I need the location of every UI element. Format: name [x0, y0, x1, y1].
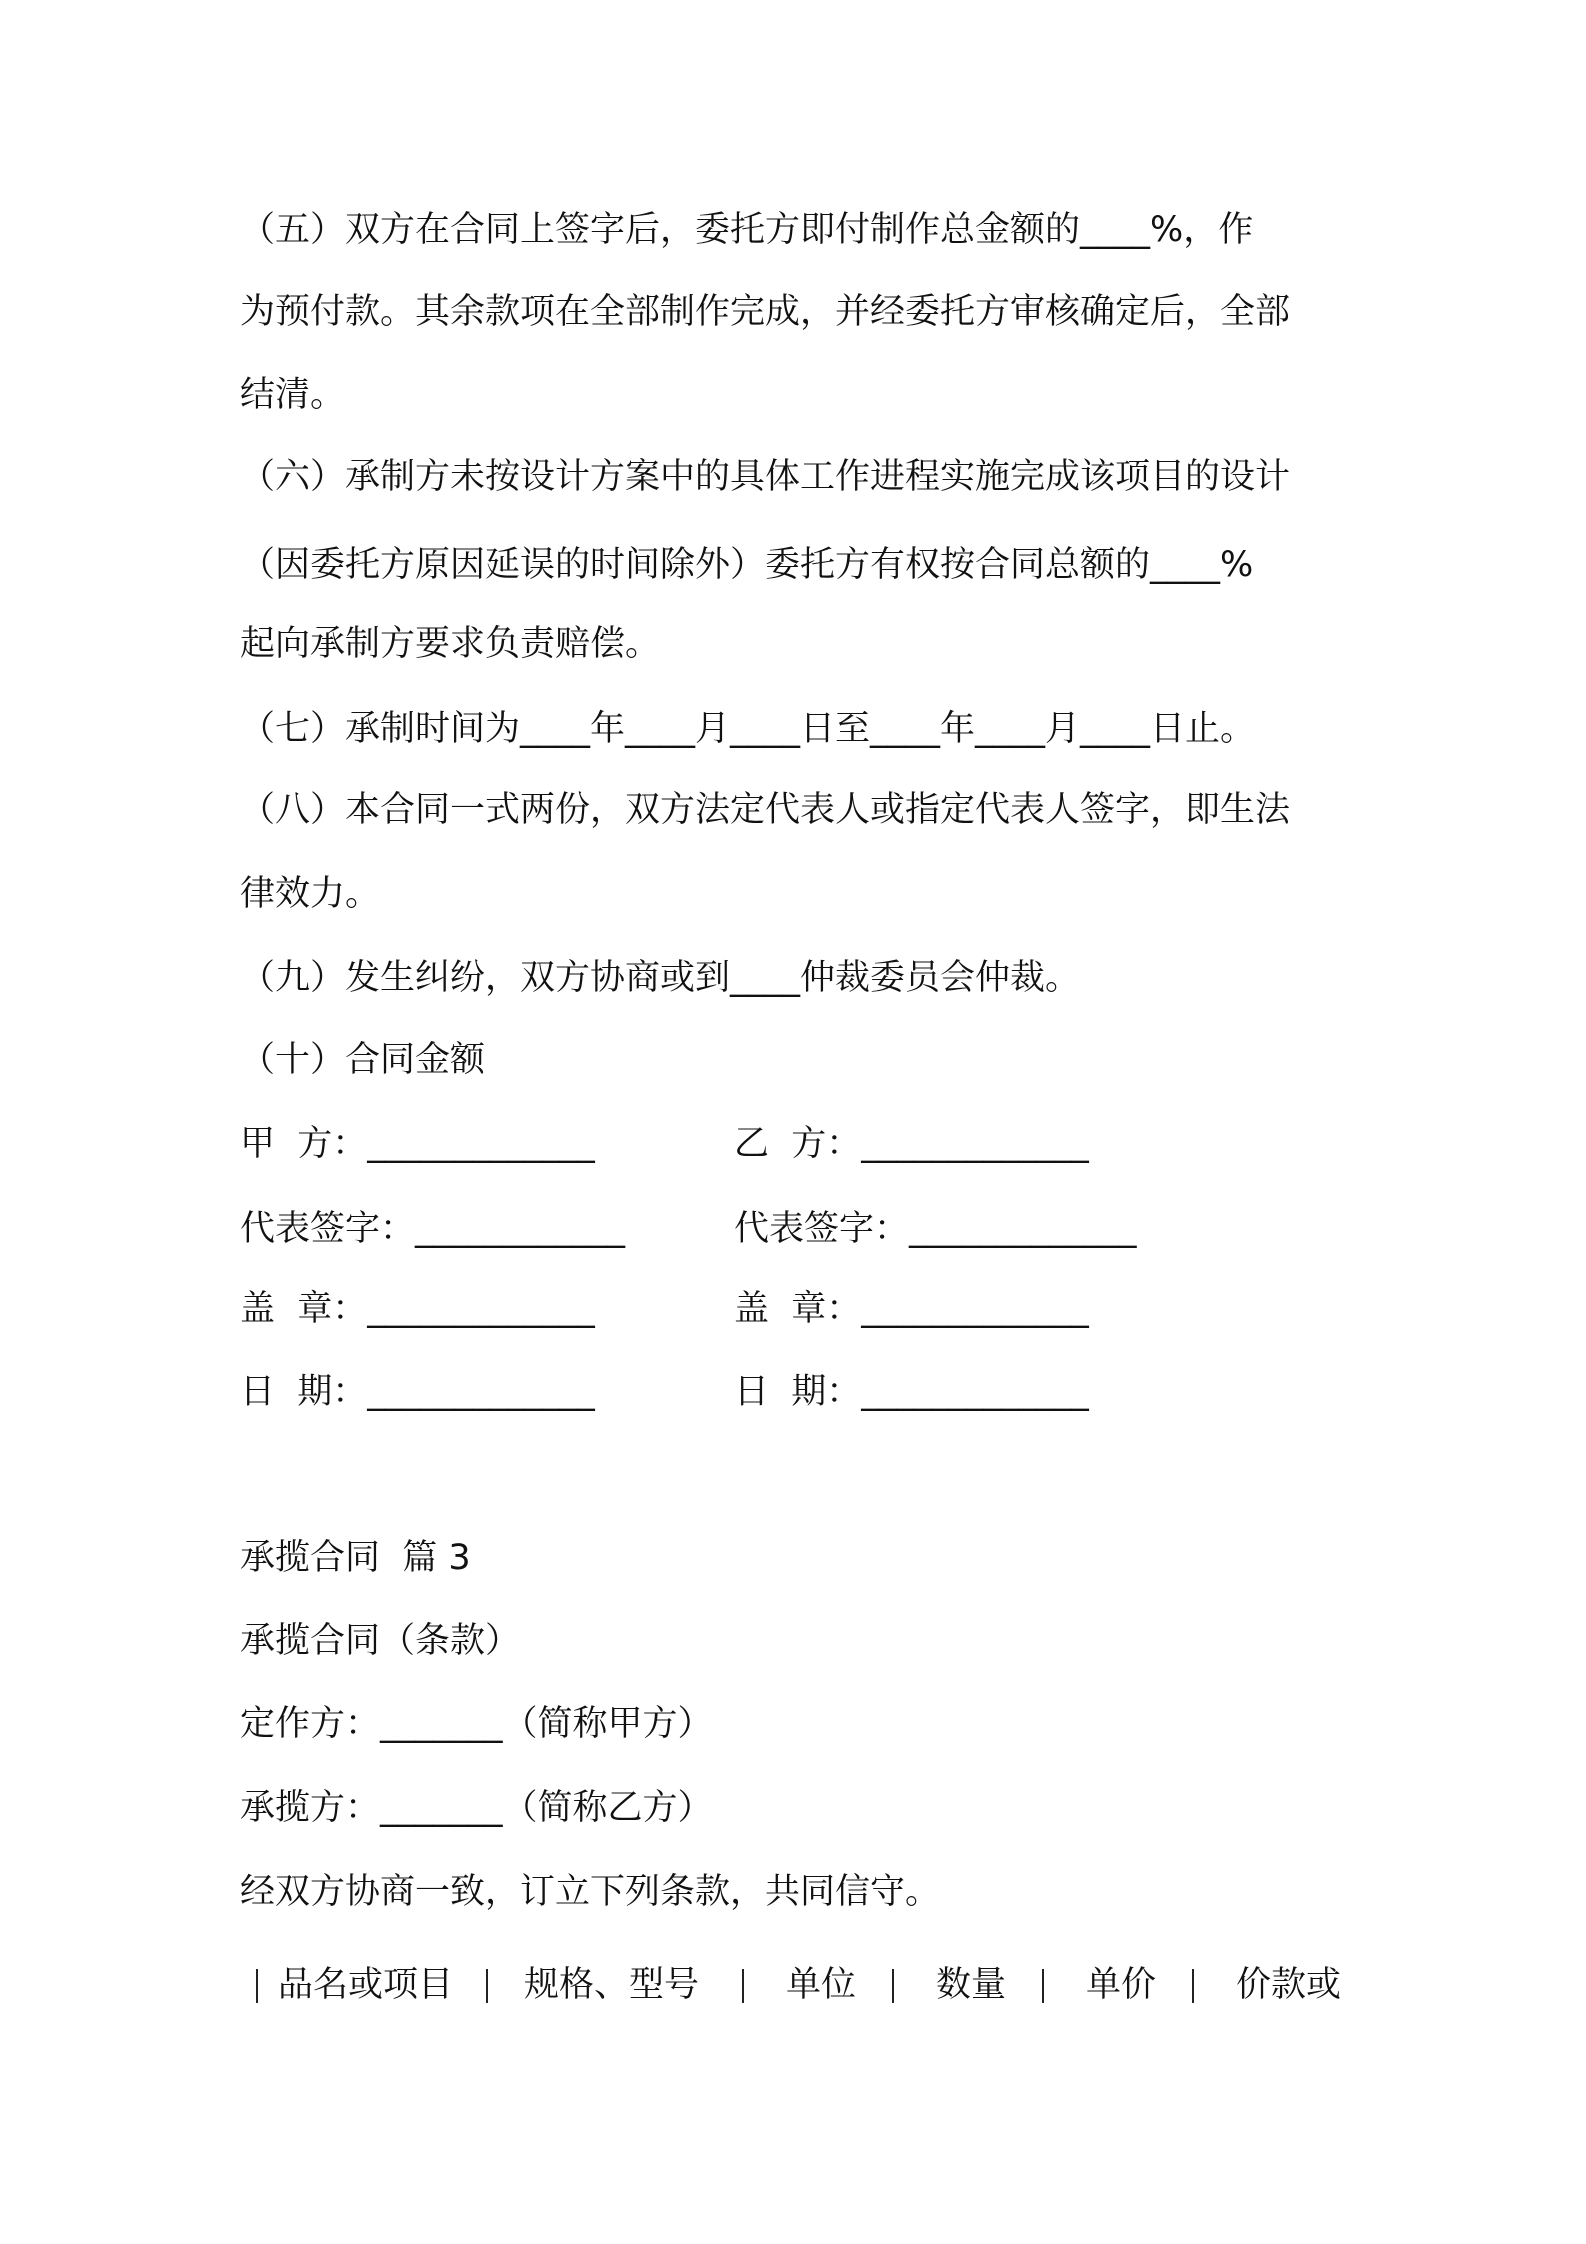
table-header-spec: 规格、型号	[524, 1965, 700, 2005]
table-header-quantity: 数量	[936, 1965, 1007, 2005]
clause-9-line-1: （九）发生纠纷，双方协商或到____仲裁委员会仲裁。	[240, 958, 1081, 998]
section-3-intro: 经双方协商一致，订立下列条款，共同信守。	[240, 1872, 941, 1912]
table-divider	[486, 1969, 488, 2003]
table-header-row	[250, 1961, 1370, 2009]
clause-6-line-1: （六）承制方未按设计方案中的具体工作进程实施完成该项目的设计	[240, 457, 1291, 497]
table-divider	[256, 1969, 258, 2003]
table-divider	[1042, 1969, 1044, 2003]
seal-b-field: 盖 章：_____________	[734, 1289, 1089, 1329]
table-divider	[892, 1969, 894, 2003]
party-a-field: 甲 方：_____________	[240, 1124, 595, 1164]
table-divider	[1192, 1969, 1194, 2003]
party-b-field: 乙 方：_____________	[734, 1124, 1089, 1164]
table-divider	[742, 1969, 744, 2003]
clause-6-line-2: （因委托方原因延误的时间除外）委托方有权按合同总额的____%	[240, 545, 1254, 585]
table-header-amount: 价款或	[1236, 1965, 1342, 2005]
signature-row-date	[240, 1368, 1440, 1416]
representative-a-field: 代表签字：____________	[240, 1209, 626, 1249]
signature-row-representative	[240, 1205, 1440, 1253]
clause-5-line-1: （五）双方在合同上签字后，委托方即付制作总金额的____%，作	[240, 210, 1254, 250]
clause-5-line-2: 为预付款。其余款项在全部制作完成，并经委托方审核确定后，全部	[240, 292, 1291, 332]
table-header-unit: 单位	[786, 1965, 857, 2005]
clause-8-line-1: （八）本合同一式两份，双方法定代表人或指定代表人签字，即生法	[240, 790, 1291, 830]
clause-6-line-3: 起向承制方要求负责赔偿。	[240, 624, 661, 664]
clause-5-line-3: 结清。	[240, 375, 346, 415]
table-header-unit-price: 单价	[1086, 1965, 1157, 2005]
representative-b-field: 代表签字：_____________	[734, 1209, 1137, 1249]
section-3-heading: 承揽合同 篇 3	[240, 1538, 471, 1578]
clause-8-line-2: 律效力。	[240, 874, 381, 914]
date-b-field: 日 期：_____________	[734, 1372, 1089, 1412]
orderer-field: 定作方：_______（简称甲方）	[240, 1704, 713, 1744]
signature-row-party	[240, 1120, 1440, 1168]
contractor-field: 承揽方：_______（简称乙方）	[240, 1788, 713, 1828]
signature-row-seal	[240, 1285, 1440, 1333]
clause-10-line-1: （十）合同金额	[240, 1040, 486, 1080]
section-3-subheading: 承揽合同（条款）	[240, 1621, 521, 1661]
date-a-field: 日 期：_____________	[240, 1372, 595, 1412]
table-header-item: 品名或项目	[278, 1965, 454, 2005]
clause-7-line-1: （七）承制时间为____年____月____日至____年____月____日止。	[240, 709, 1256, 749]
seal-a-field: 盖 章：_____________	[240, 1289, 595, 1329]
